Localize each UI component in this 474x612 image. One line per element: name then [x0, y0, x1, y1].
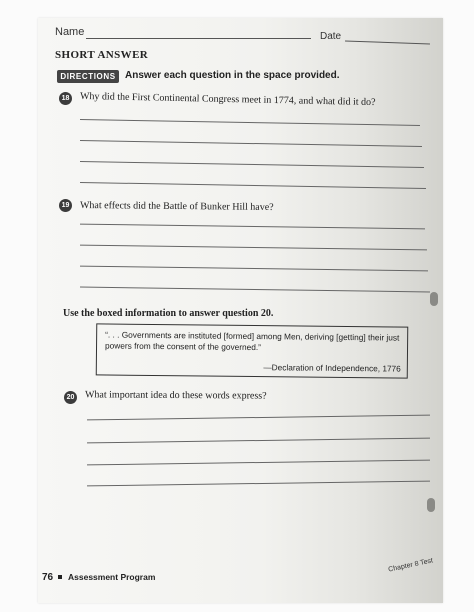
quote-source: —Declaration of Independence, 1776: [263, 362, 401, 374]
section-title: SHORT ANSWER: [55, 49, 149, 61]
question-text: Why did the First Continental Congress meet in 1774, and what did it do?: [79, 90, 376, 109]
quote-box: [96, 323, 409, 378]
binder-hole: [427, 498, 435, 512]
binder-hole: [430, 292, 438, 306]
question-number-badge: 19: [59, 199, 72, 212]
quote-text: “. . . Governments are instituted [formed] among Men, deriving [getting] their just powers from the consent of the governed.”: [104, 329, 400, 353]
bullet-icon: [58, 575, 62, 579]
directions-text: Answer each question in the space provided.: [125, 70, 340, 81]
name-label: Name: [55, 26, 85, 38]
date-label: Date: [320, 31, 342, 42]
question-text: What effects did the Battle of Bunker Hill have?: [79, 199, 274, 214]
boxed-instruction: Use the boxed information to answer question 20.: [63, 308, 274, 319]
question-number-badge: 20: [64, 391, 77, 404]
name-field-line[interactable]: [86, 38, 311, 39]
page-number: 76: [42, 572, 54, 583]
directions-badge: DIRECTIONS: [57, 70, 119, 83]
question-text: What important idea do these words express?: [84, 389, 267, 402]
chapter-label: Chapter 8 Test: [387, 557, 434, 574]
question-number-badge: 18: [59, 92, 72, 105]
program-label: Assessment Program: [68, 572, 156, 582]
